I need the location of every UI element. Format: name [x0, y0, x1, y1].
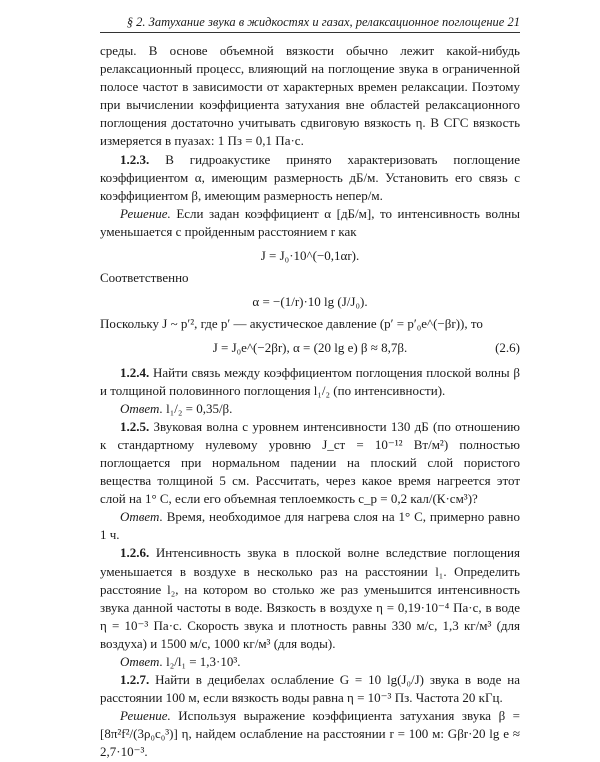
problem-text: Интенсивность звука в плоской волне вследствие поглощения уменьшается в воздухе в несколько раз на расстоянии l₁. Определить расстояние l₂, на котором во столько же раз уменьшится интенсивность звука данной частоты в воде. Вязкость в воздухе η = 0,19·10⁻⁴ Па·с, в воде η = 10⁻³ Па·с. Скорость звука и плотность равны 330 м/с, 1,3 кг/м³ (для воздуха) и 1500 м/с, 1000 кг/м³ (для воды).: [100, 545, 520, 651]
header-rule: [100, 32, 520, 33]
answer-label: Ответ.: [120, 509, 163, 525]
problem-number: 1.2.4.: [120, 364, 150, 380]
problem-1-2-3: [100, 151, 520, 205]
page-number: 21: [507, 15, 520, 29]
page-body: [100, 42, 520, 762]
solution-text: Используя выражение коэффициента затухания звука β = [8π²f²/(3ρ₀c₀³)] η, найдем ослабление на расстоянии r = 100 м: Gβr·20 lg e ≈ 2,7·10⁻³.: [100, 708, 520, 760]
solution-1-2-7: [100, 707, 520, 761]
problem-text: В гидроакустике принято характеризовать поглощение коэффициентом α, имеющим размерность дБ/м. Установить его связь с коэффициентом β, имеющим размерность непер/м.: [100, 151, 521, 203]
solution-1-2-3: [100, 205, 520, 241]
answer-1-2-6: [100, 653, 520, 671]
running-header: [120, 15, 520, 30]
answer-text: l₁/₂ = 0,35/β.: [166, 400, 233, 416]
problem-1-2-4: [100, 364, 520, 400]
answer-label: Ответ.: [120, 400, 163, 416]
answer-label: Ответ.: [120, 654, 163, 669]
paragraph-since: Поскольку J ~ p′², где p′ — акустическое давление (p′ = p′₀e^(−βr)), то: [100, 316, 483, 332]
problem-1-2-7: [100, 671, 520, 707]
formula-alpha-beta: J = J₀e^(−2βr), α = (20 lg e) β ≈ 8,7β.: [212, 340, 408, 356]
paragraph-viscosity: среды. В основе объемной вязкости обычно лежит какой-нибудь релаксационный процесс, влияющий на поглощение звука в ограниченной полосе частот в зависимости от характерных времен релаксации. Поэтому при вычислении коэффициента затухания вне областей релаксационного поглощения достаточно учитывать сдвиговую вязкость η. В СГС вязкость измеряется в пуазах: 1 Пз = 0,1 Па·с.: [100, 43, 520, 149]
problem-number: 1.2.3.: [120, 151, 150, 167]
answer-1-2-4: [100, 400, 520, 418]
problem-1-2-5: [100, 418, 520, 508]
problem-number: 1.2.5.: [120, 418, 150, 434]
running-title: § 2. Затухание звука в жидкостях и газах, релаксационное поглощение: [126, 15, 505, 29]
equation-2-6: [100, 339, 520, 357]
answer-text: l₂/l₁ = 1,3·10³.: [166, 654, 241, 669]
answer-text: Время, необходимое для нагрева слоя на 1° С, примерно равно 1 ч.: [100, 509, 520, 543]
problem-number: 1.2.7.: [120, 672, 150, 688]
solution-label: Решение.: [120, 205, 171, 221]
problem-text: Звуковая волна с уровнем интенсивности 130 дБ (по отношению к стандартному нулевому уровню J_ст = 10⁻¹² Вт/м²) полностью поглощается при нормальном падении на плоский слой пористого вещества толщиной 5 см. Рассчитать, через какое время нагреется этот слой на 1° С, если его объемная теплоемкость c_p = 0,2 кал/(К·см³)?: [100, 418, 520, 507]
answer-1-2-5: [100, 508, 520, 544]
formula-alpha: α = −(1/r)·10 lg (J/J₀).: [252, 294, 368, 310]
problem-1-2-6: [100, 544, 520, 653]
solution-label: Решение.: [120, 708, 171, 724]
equation-number: (2.6): [495, 340, 520, 356]
formula-intensity-decay: J = J₀·10^(−0,1αr).: [260, 248, 360, 264]
problem-text: Найти связь между коэффициентом поглощения плоской волны β и толщиной половинного поглощения l₁/₂ (по интенсивности).: [100, 364, 520, 398]
label-correspondingly: Соответственно: [100, 270, 189, 286]
solution-text: Если задан коэффициент α [дБ/м], то интенсивность волны уменьшается с пройденным расстоянием r как: [100, 205, 520, 239]
problem-number: 1.2.6.: [120, 545, 150, 561]
problem-text: Найти в децибелах ослабление G = 10 lg(J₀/J) звука в воде на расстоянии 100 м, если вязкость воды равна η = 10⁻³ Пз. Частота 20 кГц.: [100, 672, 520, 706]
